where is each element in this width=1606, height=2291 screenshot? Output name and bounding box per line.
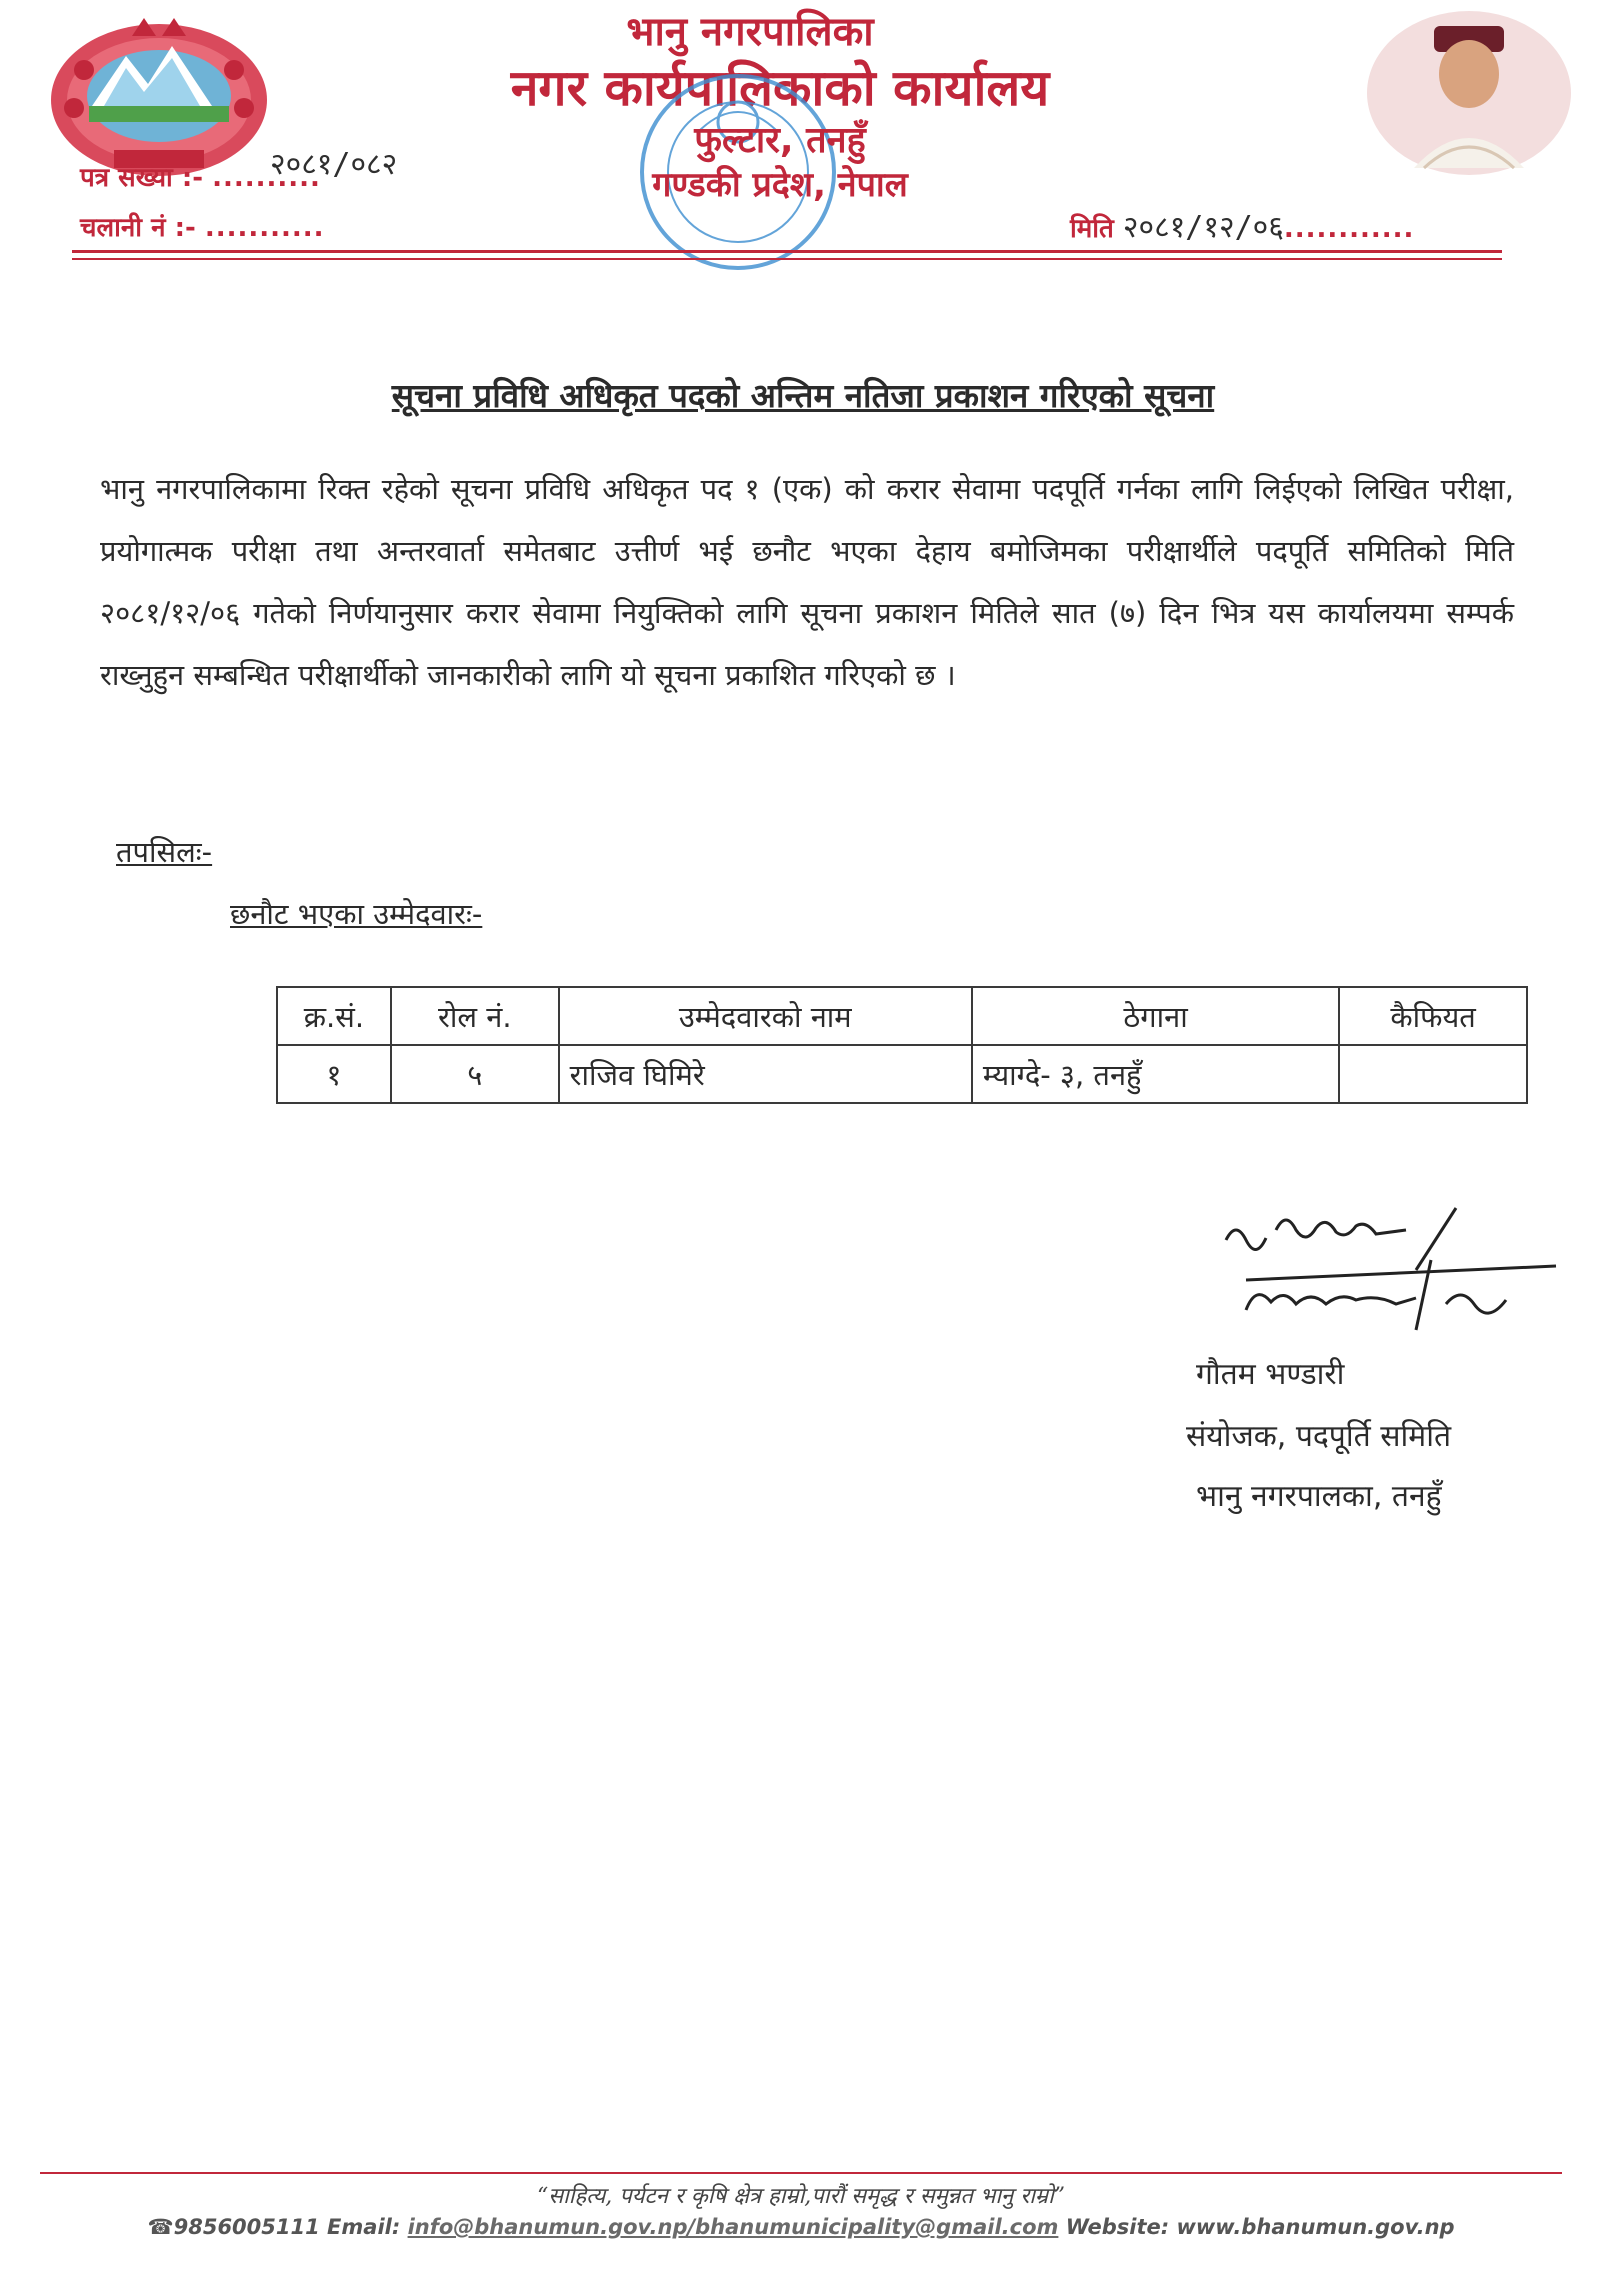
cell-serial: १ (277, 1045, 391, 1103)
footer-contact (40, 2215, 1562, 2239)
cell-address: म्याग्दे- ३, तनहुँ (972, 1045, 1339, 1103)
cell-candidate-name: राजिव घिमिरे (559, 1045, 972, 1103)
handwritten-signature (1216, 1200, 1576, 1340)
details-heading: तपसिलः- (116, 835, 213, 869)
selected-candidates-table (276, 986, 1528, 1104)
office-name: नगर कार्यपालिकाको कार्यालय (510, 59, 1050, 117)
phone-icon: ☎ (147, 2215, 174, 2239)
footer-website-link[interactable]: www.bhanumun.gov.np (1176, 2215, 1455, 2239)
cell-remarks (1339, 1045, 1527, 1103)
letter-date (1070, 205, 1414, 246)
notice-title: सूचना प्रविधि अधिकृत पदको अन्तिम नतिजा प्रकाशन गरिएको सूचना (391, 376, 1215, 415)
dispatch-number-label: चलानी नं :- (80, 213, 196, 243)
notice-body: भानु नगरपालिकामा रिक्त रहेको सूचना प्रविधि अधिकृत पद १ (एक) को करार सेवामा पदपूर्ति गर्नका लागि लिईएको लिखित परीक्षा, प्रयोगात्मक परीक्षा तथा अन्तरवार्ता समेतबाट उत्तीर्ण भई छनौट भएका देहाय बमोजिमका परीक्षार्थीले पदपूर्ति समितिको मिति २०८१/१२/०६ गतेको निर्णयानुसार करार सेवामा नियुक्तिको लागि सूचना प्रकाशन मितिले सात (७) दिन भित्र यस कार्यालयमा सम्पर्क राख्नुहुन सम्बन्धित परीक्षार्थीको जानकारीको लागि यो सूचना प्रकाशित गरिएको छ । (100, 472, 1514, 692)
selected-candidates-heading: छनौट भएका उम्मेदवारः- (230, 897, 483, 931)
province-name: गण्डकी प्रदेश, नेपाल (652, 165, 908, 205)
letter-date-value: २०८१/१२/०६ (1122, 210, 1284, 245)
signatory-name: गौतम भण्डारी (1196, 1357, 1345, 1392)
municipality-name: भानु नगरपालिका (626, 9, 874, 55)
letter-number-label: पत्र संख्या :- (80, 163, 204, 193)
table-row (277, 1045, 1527, 1103)
footer-email-link[interactable]: info@bhanumun.gov.np/bhanumunicipality@gmail.com (407, 2215, 1059, 2239)
header-divider (72, 250, 1502, 253)
letter-number-value-wrap (270, 142, 397, 183)
signatory-role: संयोजक, पदपूर्ति समिति (1186, 1419, 1452, 1454)
col-serial: क्र.सं. (277, 987, 391, 1045)
office-address: फुल्टार, तनहुँ (694, 120, 866, 161)
col-address: ठेगाना (972, 987, 1339, 1045)
signatory-office: भानु नगरपालका, तनहुँ (1196, 1479, 1442, 1514)
footer-slogan: “साहित्य, पर्यटन र कृषि क्षेत्र हाम्रो,पारौं समृद्ध र समुन्नत भानु राम्रो” (536, 2184, 1066, 2209)
dispatch-number-dots: ........... (204, 213, 325, 243)
col-remarks: कैफियत (1339, 987, 1527, 1045)
footer-divider (40, 2172, 1562, 2174)
dispatch-number (80, 208, 324, 244)
col-candidate-name: उम्मेदवारको नाम (559, 987, 972, 1045)
footer-phone: 9856005111 (173, 2215, 320, 2239)
letter-date-label: मिति (1070, 214, 1114, 244)
letter-date-dots: ............ (1283, 214, 1415, 244)
table-header-row (277, 987, 1527, 1045)
letter-number-value: २०८१/०८२ (270, 147, 398, 182)
footer-email-label: Email: (327, 2215, 401, 2239)
letter-number-dots: .......... (212, 163, 321, 193)
nepal-emblem-logo (44, 8, 274, 183)
portrait-photo (1364, 8, 1574, 178)
col-roll: रोल नं. (391, 987, 559, 1045)
footer-website-label: Website: (1065, 2215, 1170, 2239)
header-divider-thin (72, 258, 1502, 260)
cell-roll: ५ (391, 1045, 559, 1103)
